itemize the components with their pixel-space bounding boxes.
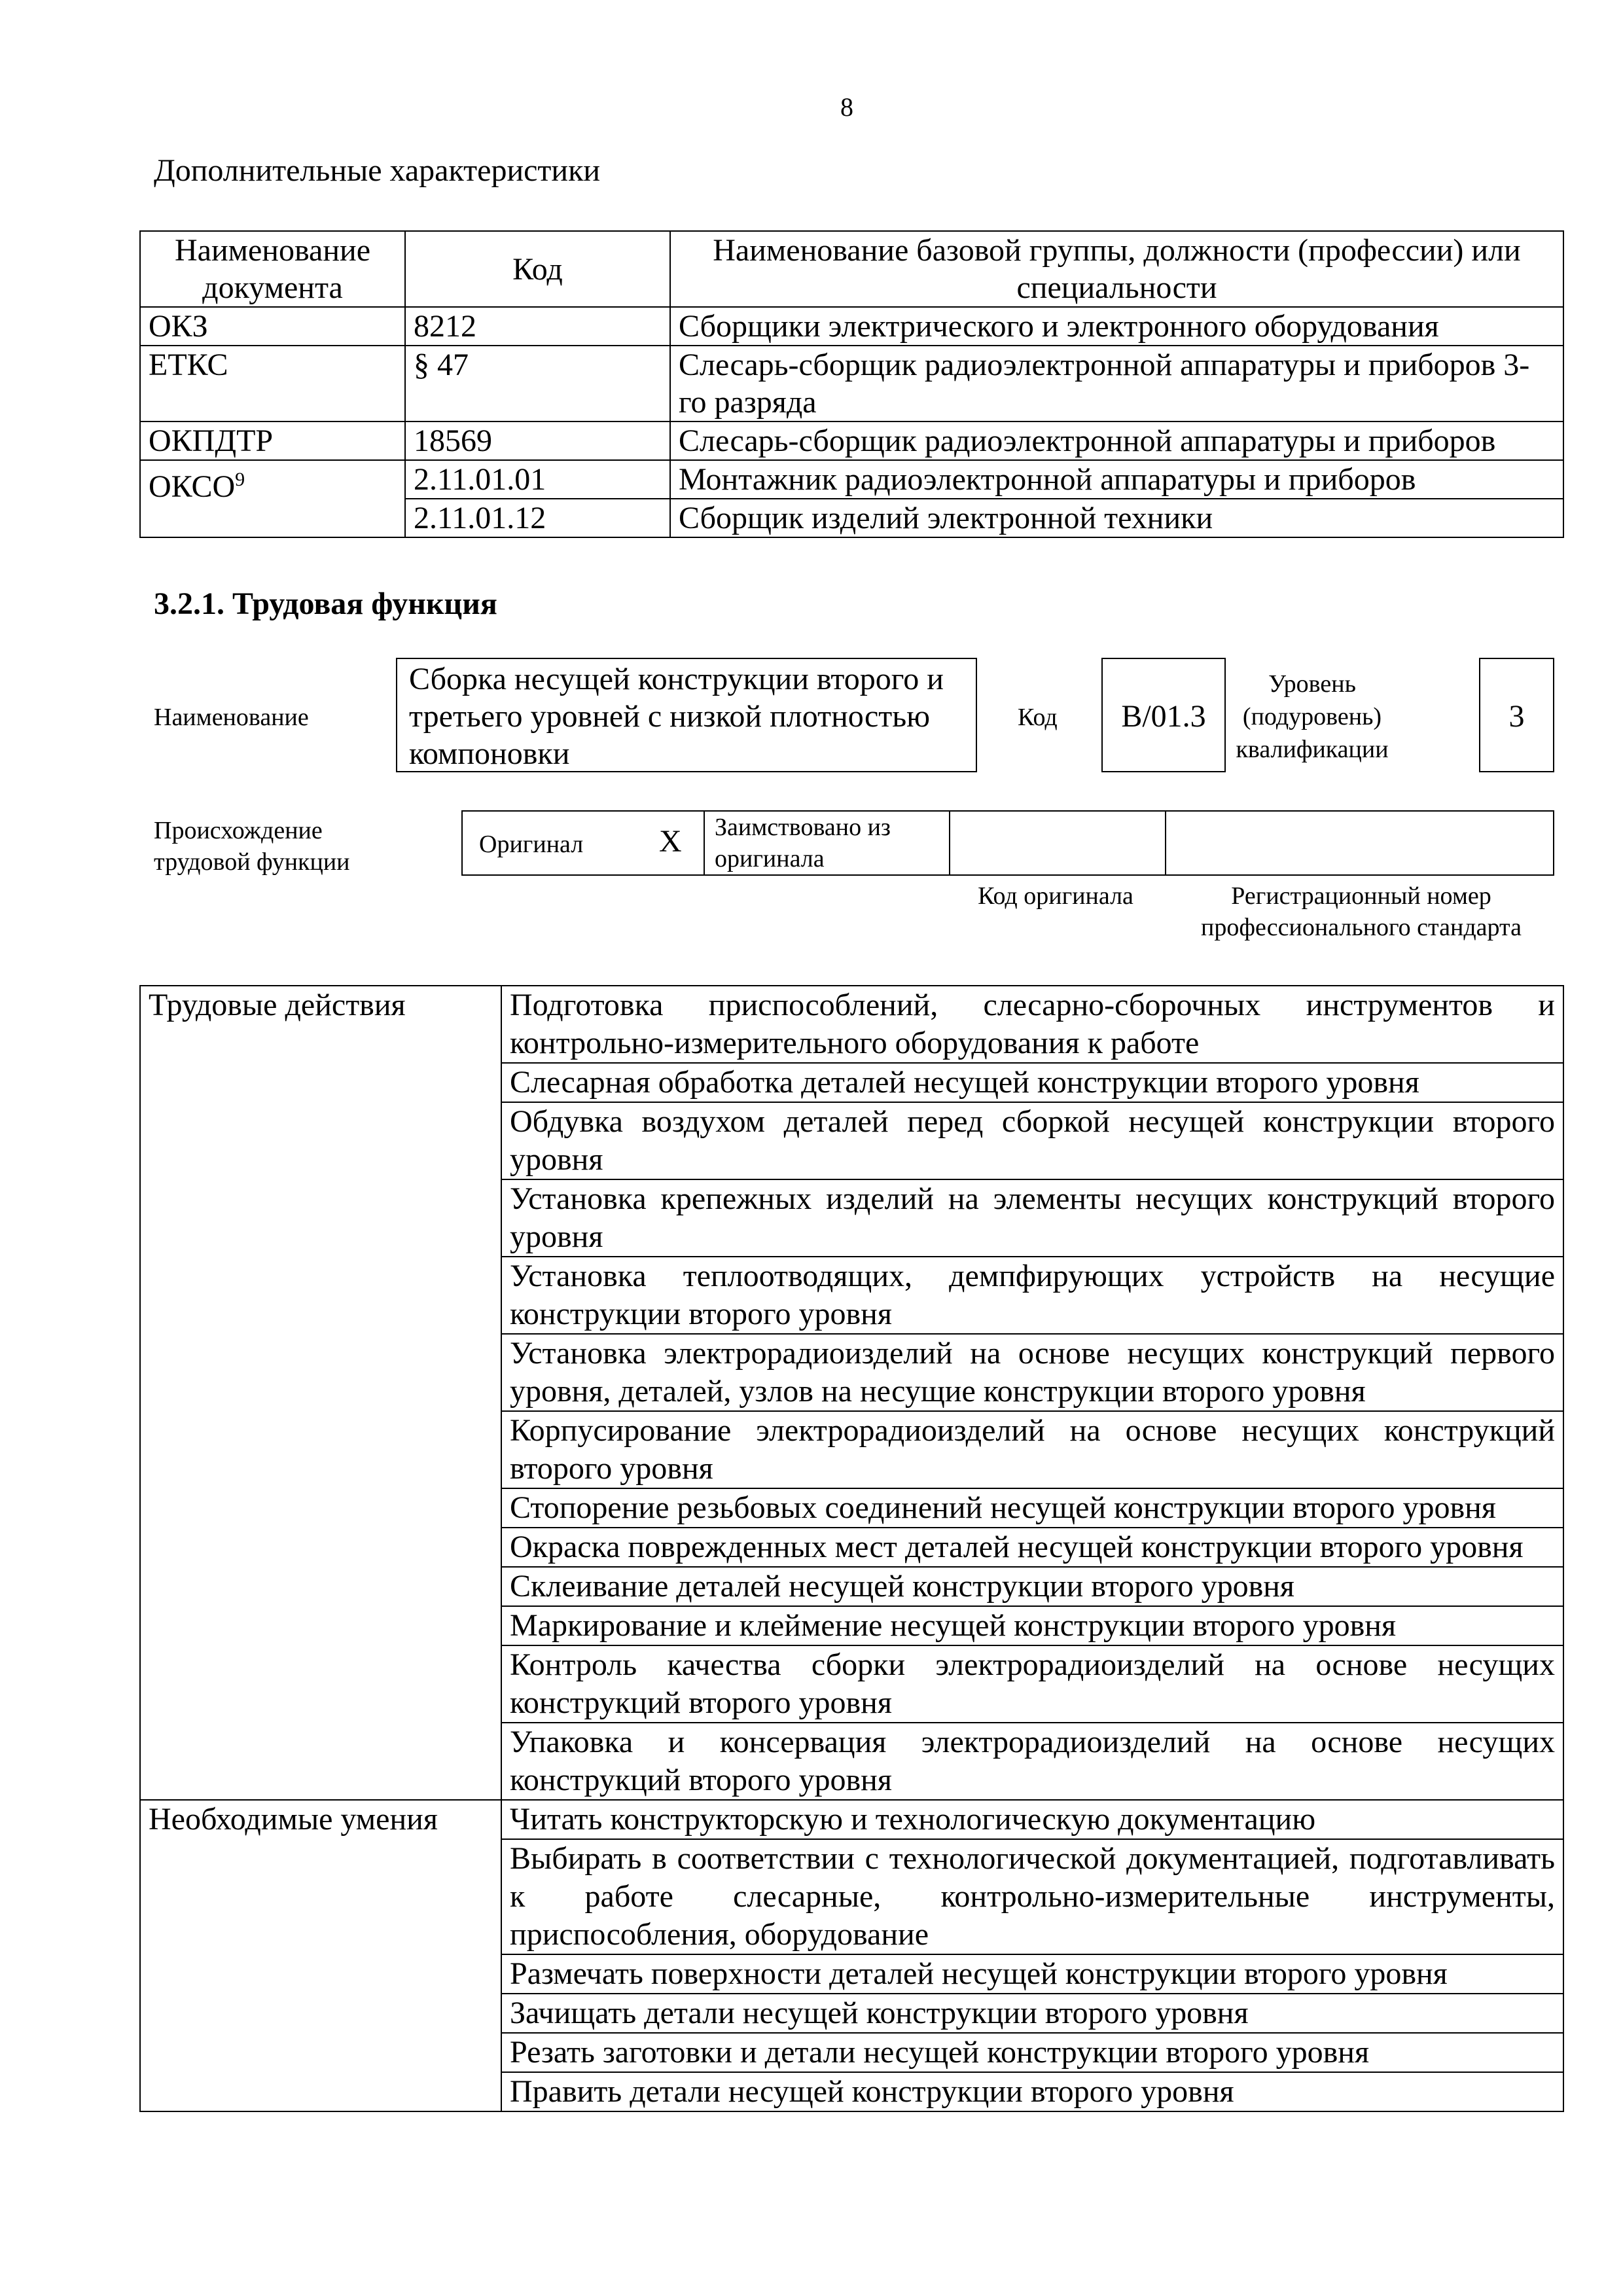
cell-code: 2.11.01.01: [405, 460, 670, 499]
labor-actions-label: Трудовые действия: [140, 986, 501, 1800]
page-number: 8: [840, 92, 853, 122]
labor-action-item: Установка крепежных изделий на элементы несущих конструкций второго уровня: [501, 1179, 1563, 1257]
header-name: Наименование базовой группы, должности (профессии) или специальности: [670, 231, 1563, 307]
labor-action-item: Склеивание деталей несущей конструкции второго уровня: [501, 1567, 1563, 1606]
code-label: Код: [1018, 704, 1058, 731]
skill-item: Выбирать в соответствии с технологической документацией, подготавливать к работе слесарные, контрольно-измерительные инструменты, приспособления, оборудование: [501, 1839, 1563, 1954]
table-row: [140, 1800, 1563, 1839]
cell-name: Монтажник радиоэлектронной аппаратуры и приборов: [670, 460, 1563, 499]
table-row: [140, 422, 1563, 460]
labor-action-item: Обдувка воздухом деталей перед сборкой несущей конструкции второго уровня: [501, 1102, 1563, 1179]
labor-action-item: Корпусирование электрорадиоизделий на основе несущих конструкций второго уровня: [501, 1411, 1563, 1488]
table-row: [140, 346, 1563, 422]
labor-action-item: Слесарная обработка деталей несущей конструкции второго уровня: [501, 1063, 1563, 1102]
skill-item: Резать заготовки и детали несущей конструкции второго уровня: [501, 2033, 1563, 2072]
origin-divider: [1165, 812, 1166, 874]
function-code-box: B/01.3: [1101, 658, 1226, 772]
skill-item: Размечать поверхности деталей несущей конструкции второго уровня: [501, 1954, 1563, 1994]
skills-label: Необходимые умения: [140, 1800, 501, 2111]
cell-doc: ОКЗ: [140, 307, 405, 346]
cell-code: 18569: [405, 422, 670, 460]
reg-number-caption: Регистрационный номер профессионального стандарта: [1201, 882, 1522, 941]
cell-code: § 47: [405, 346, 670, 422]
labor-action-item: Окраска поврежденных мест деталей несущей конструкции второго уровня: [501, 1528, 1563, 1567]
labor-action-item: Упаковка и консервация электрорадиоизделий на основе несущих конструкций второго уровня: [501, 1723, 1563, 1800]
table-row: [140, 460, 1563, 499]
skill-item: Зачищать детали несущей конструкции второго уровня: [501, 1994, 1563, 2033]
labor-action-item: Установка теплоотводящих, демпфирующих устройств на несущие конструкции второго уровня: [501, 1257, 1563, 1334]
labor-actions-table: [139, 985, 1564, 2112]
header-code: Код: [405, 231, 670, 307]
cell-name: Сборщик изделий электронной техники: [670, 499, 1563, 537]
original-mark: X: [659, 824, 682, 859]
cell-doc: ОКПДТР: [140, 422, 405, 460]
skill-item: Читать конструкторскую и технологическую документацию: [501, 1800, 1563, 1839]
cell-doc: ЕТКС: [140, 346, 405, 422]
origin-divider: [949, 812, 950, 874]
level-label: Уровень (подуровень) квалификации: [1236, 670, 1389, 763]
skill-item: Править детали несущей конструкции второго уровня: [501, 2072, 1563, 2111]
origin-box: [461, 810, 1554, 876]
table-row: [140, 307, 1563, 346]
origin-label: Происхождение трудовой функции: [154, 817, 350, 876]
labor-action-item: Подготовка приспособлений, слесарно-сборочных инструментов и контрольно-измерительного оборудования к работе: [501, 986, 1563, 1063]
labor-action-item: Маркирование и клеймение несущей конструкции второго уровня: [501, 1606, 1563, 1645]
footnote-mark: 9: [235, 469, 245, 490]
qualification-level-box: 3: [1479, 658, 1554, 772]
borrowed-label: Заимствовано из оригинала: [715, 814, 891, 872]
cell-doc: [140, 460, 405, 537]
cell-code: 2.11.01.12: [405, 499, 670, 537]
header-doc: Наименование документа: [140, 231, 405, 307]
cell-name: Слесарь-сборщик радиоэлектронной аппаратуры и приборов 3-го разряда: [670, 346, 1563, 422]
cell-name: Слесарь-сборщик радиоэлектронной аппаратуры и приборов: [670, 422, 1563, 460]
name-label: Наименование: [154, 704, 309, 731]
cell-name: Сборщики электрического и электронного оборудования: [670, 307, 1563, 346]
table-header-row: [140, 231, 1563, 307]
labor-action-item: Установка электрорадиоизделий на основе несущих конструкций первого уровня, деталей, узлов на несущие конструкции второго уровня: [501, 1334, 1563, 1411]
labor-action-item: Контроль качества сборки электрорадиоизделий на основе несущих конструкций второго уровня: [501, 1645, 1563, 1723]
table-row: [140, 986, 1563, 1063]
original-label: Оригинал: [479, 831, 584, 858]
cell-code: 8212: [405, 307, 670, 346]
labor-action-item: Стопорение резьбовых соединений несущей конструкции второго уровня: [501, 1488, 1563, 1528]
function-name-box: Сборка несущей конструкции второго и третьего уровней с низкой плотностью компоновки: [396, 658, 977, 772]
origin-divider: [704, 812, 705, 874]
section-heading: Дополнительные характеристики: [154, 153, 601, 188]
doc-code-okso: ОКСО: [149, 469, 236, 504]
additional-characteristics-table: [139, 230, 1564, 538]
labor-function-title: 3.2.1. Трудовая функция: [154, 586, 497, 621]
code-original-caption: Код оригинала: [978, 882, 1133, 910]
